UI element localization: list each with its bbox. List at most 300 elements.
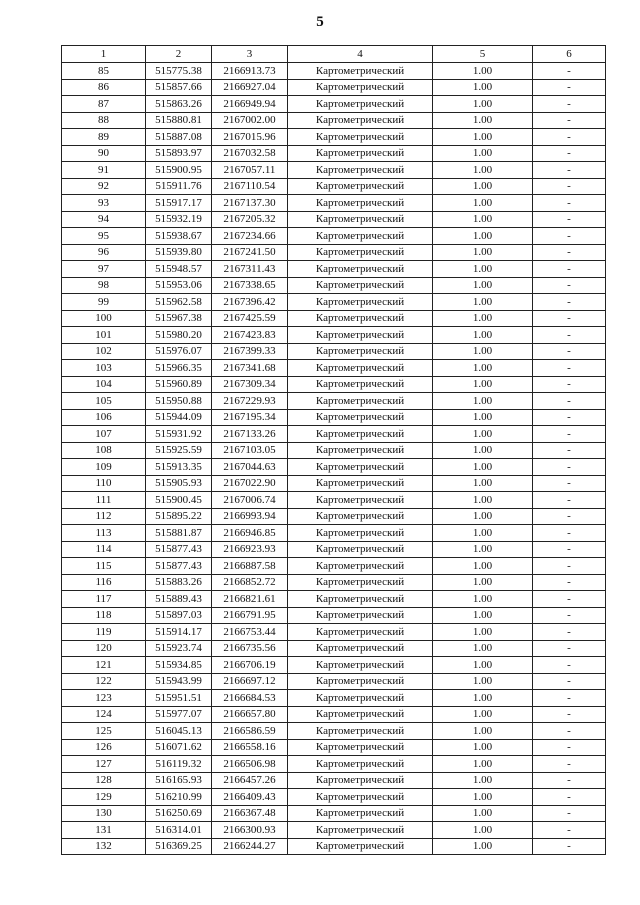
table-row (62, 805, 606, 822)
x-coordinate-cell: 515980.20 (146, 327, 212, 344)
point-number-cell: 101 (62, 327, 146, 344)
method-cell: Картометрический (288, 607, 433, 624)
table-row (62, 178, 606, 195)
method-cell: Картометрический (288, 525, 433, 542)
table-row (62, 211, 606, 228)
table-row (62, 772, 606, 789)
point-number-cell: 85 (62, 63, 146, 80)
y-coordinate-cell: 2167015.96 (212, 129, 288, 146)
method-cell: Картометрический (288, 492, 433, 509)
table-row (62, 838, 606, 855)
y-coordinate-cell: 2167241.50 (212, 244, 288, 261)
point-number-cell: 105 (62, 393, 146, 410)
method-cell: Картометрический (288, 640, 433, 657)
y-coordinate-cell: 2166993.94 (212, 508, 288, 525)
y-coordinate-cell: 2166409.43 (212, 789, 288, 806)
method-cell: Картометрический (288, 574, 433, 591)
point-number-cell: 87 (62, 96, 146, 113)
accuracy-cell: 1.00 (433, 772, 533, 789)
table-row (62, 822, 606, 839)
y-coordinate-cell: 2167229.93 (212, 393, 288, 410)
accuracy-cell: 1.00 (433, 442, 533, 459)
x-coordinate-cell: 515917.17 (146, 195, 212, 212)
x-coordinate-cell: 515897.03 (146, 607, 212, 624)
description-cell: - (533, 327, 606, 344)
table-row (62, 459, 606, 476)
method-cell: Картометрический (288, 343, 433, 360)
y-coordinate-cell: 2166821.61 (212, 591, 288, 608)
y-coordinate-cell: 2166697.12 (212, 673, 288, 690)
description-cell: - (533, 640, 606, 657)
table-row (62, 591, 606, 608)
y-coordinate-cell: 2167022.90 (212, 475, 288, 492)
x-coordinate-cell: 516250.69 (146, 805, 212, 822)
method-cell: Картометрический (288, 558, 433, 575)
method-cell: Картометрический (288, 178, 433, 195)
description-cell: - (533, 525, 606, 542)
x-coordinate-cell: 515877.43 (146, 541, 212, 558)
method-cell: Картометрический (288, 673, 433, 690)
x-coordinate-cell: 515880.81 (146, 112, 212, 129)
x-coordinate-cell: 515943.99 (146, 673, 212, 690)
y-coordinate-cell: 2166300.93 (212, 822, 288, 839)
method-cell: Картометрический (288, 789, 433, 806)
point-number-cell: 113 (62, 525, 146, 542)
description-cell: - (533, 492, 606, 509)
table-row (62, 129, 606, 146)
accuracy-cell: 1.00 (433, 244, 533, 261)
x-coordinate-cell: 515962.58 (146, 294, 212, 311)
accuracy-cell: 1.00 (433, 261, 533, 278)
y-coordinate-cell: 2167032.58 (212, 145, 288, 162)
y-coordinate-cell: 2167396.42 (212, 294, 288, 311)
point-number-cell: 115 (62, 558, 146, 575)
method-cell: Картометрический (288, 822, 433, 839)
method-cell: Картометрический (288, 112, 433, 129)
point-number-cell: 120 (62, 640, 146, 657)
method-cell: Картометрический (288, 162, 433, 179)
point-number-cell: 118 (62, 607, 146, 624)
y-coordinate-cell: 2166949.94 (212, 96, 288, 113)
description-cell: - (533, 574, 606, 591)
point-number-cell: 89 (62, 129, 146, 146)
accuracy-cell: 1.00 (433, 508, 533, 525)
y-coordinate-cell: 2167234.66 (212, 228, 288, 245)
accuracy-cell: 1.00 (433, 838, 533, 855)
table-row (62, 162, 606, 179)
x-coordinate-cell: 515967.38 (146, 310, 212, 327)
x-coordinate-cell: 515883.26 (146, 574, 212, 591)
table-row (62, 657, 606, 674)
y-coordinate-cell: 2167006.74 (212, 492, 288, 509)
point-number-cell: 109 (62, 459, 146, 476)
table-row (62, 360, 606, 377)
method-cell: Картометрический (288, 63, 433, 80)
method-cell: Картометрический (288, 475, 433, 492)
method-cell: Картометрический (288, 739, 433, 756)
method-cell: Картометрический (288, 805, 433, 822)
description-cell: - (533, 756, 606, 773)
method-cell: Картометрический (288, 145, 433, 162)
method-cell: Картометрический (288, 508, 433, 525)
table-row (62, 525, 606, 542)
accuracy-cell: 1.00 (433, 492, 533, 509)
accuracy-cell: 1.00 (433, 129, 533, 146)
description-cell: - (533, 508, 606, 525)
header-row (62, 46, 606, 63)
method-cell: Картометрический (288, 294, 433, 311)
y-coordinate-cell: 2166367.48 (212, 805, 288, 822)
table-row (62, 96, 606, 113)
table-row (62, 607, 606, 624)
x-coordinate-cell: 515931.92 (146, 426, 212, 443)
description-cell: - (533, 195, 606, 212)
x-coordinate-cell: 515887.08 (146, 129, 212, 146)
accuracy-cell: 1.00 (433, 277, 533, 294)
x-coordinate-cell: 515905.93 (146, 475, 212, 492)
point-number-cell: 108 (62, 442, 146, 459)
x-coordinate-cell: 515900.45 (146, 492, 212, 509)
accuracy-cell: 1.00 (433, 310, 533, 327)
point-number-cell: 121 (62, 657, 146, 674)
method-cell: Картометрический (288, 541, 433, 558)
table-row (62, 640, 606, 657)
accuracy-cell: 1.00 (433, 558, 533, 575)
table-row (62, 492, 606, 509)
point-number-cell: 127 (62, 756, 146, 773)
x-coordinate-cell: 515889.43 (146, 591, 212, 608)
accuracy-cell: 1.00 (433, 393, 533, 410)
x-coordinate-cell: 515977.07 (146, 706, 212, 723)
method-cell: Картометрический (288, 327, 433, 344)
method-cell: Картометрический (288, 723, 433, 740)
point-number-cell: 106 (62, 409, 146, 426)
x-coordinate-cell: 515857.66 (146, 79, 212, 96)
accuracy-cell: 1.00 (433, 756, 533, 773)
description-cell: - (533, 459, 606, 476)
table-row (62, 244, 606, 261)
point-number-cell: 94 (62, 211, 146, 228)
table-row (62, 393, 606, 410)
description-cell: - (533, 409, 606, 426)
point-number-cell: 125 (62, 723, 146, 740)
point-number-cell: 90 (62, 145, 146, 162)
description-cell: - (533, 591, 606, 608)
y-coordinate-cell: 2166913.73 (212, 63, 288, 80)
point-number-cell: 92 (62, 178, 146, 195)
description-cell: - (533, 772, 606, 789)
y-coordinate-cell: 2167137.30 (212, 195, 288, 212)
y-coordinate-cell: 2166791.95 (212, 607, 288, 624)
method-cell: Картометрический (288, 129, 433, 146)
method-cell: Картометрический (288, 261, 433, 278)
description-cell: - (533, 211, 606, 228)
description-cell: - (533, 393, 606, 410)
description-cell: - (533, 261, 606, 278)
point-number-cell: 119 (62, 624, 146, 641)
method-cell: Картометрический (288, 393, 433, 410)
page-number: 5 (316, 14, 324, 30)
x-coordinate-cell: 515914.17 (146, 624, 212, 641)
table-row (62, 756, 606, 773)
method-cell: Картометрический (288, 79, 433, 96)
table-row (62, 79, 606, 96)
accuracy-cell: 1.00 (433, 162, 533, 179)
x-coordinate-cell: 515966.35 (146, 360, 212, 377)
method-cell: Картометрический (288, 228, 433, 245)
y-coordinate-cell: 2166457.26 (212, 772, 288, 789)
accuracy-cell: 1.00 (433, 475, 533, 492)
accuracy-cell: 1.00 (433, 409, 533, 426)
coordinates-table (61, 45, 606, 855)
x-coordinate-cell: 515938.67 (146, 228, 212, 245)
description-cell: - (533, 558, 606, 575)
point-number-cell: 104 (62, 376, 146, 393)
description-cell: - (533, 838, 606, 855)
accuracy-cell: 1.00 (433, 360, 533, 377)
point-number-cell: 98 (62, 277, 146, 294)
y-coordinate-cell: 2166244.27 (212, 838, 288, 855)
point-number-cell: 123 (62, 690, 146, 707)
y-coordinate-cell: 2167110.54 (212, 178, 288, 195)
y-coordinate-cell: 2167133.26 (212, 426, 288, 443)
point-number-cell: 131 (62, 822, 146, 839)
x-coordinate-cell: 515953.06 (146, 277, 212, 294)
description-cell: - (533, 739, 606, 756)
y-coordinate-cell: 2166753.44 (212, 624, 288, 641)
table-row (62, 343, 606, 360)
x-coordinate-cell: 515934.85 (146, 657, 212, 674)
description-cell: - (533, 343, 606, 360)
table-row (62, 327, 606, 344)
accuracy-cell: 1.00 (433, 574, 533, 591)
accuracy-cell: 1.00 (433, 63, 533, 80)
table-row (62, 63, 606, 80)
point-number-cell: 100 (62, 310, 146, 327)
column-header-1: 1 (62, 46, 146, 63)
method-cell: Картометрический (288, 310, 433, 327)
method-cell: Картометрический (288, 376, 433, 393)
method-cell: Картометрический (288, 459, 433, 476)
point-number-cell: 132 (62, 838, 146, 855)
method-cell: Картометрический (288, 360, 433, 377)
y-coordinate-cell: 2167341.68 (212, 360, 288, 377)
accuracy-cell: 1.00 (433, 640, 533, 657)
y-coordinate-cell: 2167057.11 (212, 162, 288, 179)
table-row (62, 475, 606, 492)
description-cell: - (533, 442, 606, 459)
accuracy-cell: 1.00 (433, 723, 533, 740)
point-number-cell: 122 (62, 673, 146, 690)
accuracy-cell: 1.00 (433, 805, 533, 822)
y-coordinate-cell: 2166923.93 (212, 541, 288, 558)
point-number-cell: 130 (62, 805, 146, 822)
point-number-cell: 96 (62, 244, 146, 261)
description-cell: - (533, 63, 606, 80)
x-coordinate-cell: 515913.35 (146, 459, 212, 476)
x-coordinate-cell: 515960.89 (146, 376, 212, 393)
point-number-cell: 91 (62, 162, 146, 179)
y-coordinate-cell: 2167425.59 (212, 310, 288, 327)
description-cell: - (533, 145, 606, 162)
table-row (62, 624, 606, 641)
accuracy-cell: 1.00 (433, 607, 533, 624)
method-cell: Картометрический (288, 657, 433, 674)
description-cell: - (533, 376, 606, 393)
table-row (62, 739, 606, 756)
point-number-cell: 128 (62, 772, 146, 789)
method-cell: Картометрический (288, 772, 433, 789)
description-cell: - (533, 624, 606, 641)
x-coordinate-cell: 516210.99 (146, 789, 212, 806)
description-cell: - (533, 178, 606, 195)
x-coordinate-cell: 515911.76 (146, 178, 212, 195)
column-header-4: 4 (288, 46, 433, 63)
x-coordinate-cell: 516045.13 (146, 723, 212, 740)
method-cell: Картометрический (288, 838, 433, 855)
column-header-2: 2 (146, 46, 212, 63)
accuracy-cell: 1.00 (433, 327, 533, 344)
accuracy-cell: 1.00 (433, 789, 533, 806)
method-cell: Картометрический (288, 756, 433, 773)
y-coordinate-cell: 2166927.04 (212, 79, 288, 96)
description-cell: - (533, 294, 606, 311)
table-row (62, 508, 606, 525)
description-cell: - (533, 690, 606, 707)
accuracy-cell: 1.00 (433, 211, 533, 228)
table-row (62, 261, 606, 278)
method-cell: Картометрический (288, 244, 433, 261)
description-cell: - (533, 607, 606, 624)
table-row (62, 706, 606, 723)
y-coordinate-cell: 2167205.32 (212, 211, 288, 228)
y-coordinate-cell: 2166706.19 (212, 657, 288, 674)
method-cell: Картометрический (288, 426, 433, 443)
x-coordinate-cell: 515932.19 (146, 211, 212, 228)
description-cell: - (533, 310, 606, 327)
point-number-cell: 129 (62, 789, 146, 806)
description-cell: - (533, 475, 606, 492)
method-cell: Картометрический (288, 624, 433, 641)
method-cell: Картометрический (288, 409, 433, 426)
x-coordinate-cell: 515925.59 (146, 442, 212, 459)
x-coordinate-cell: 515976.07 (146, 343, 212, 360)
y-coordinate-cell: 2167311.43 (212, 261, 288, 278)
table-row (62, 277, 606, 294)
table-row (62, 442, 606, 459)
table-row (62, 723, 606, 740)
x-coordinate-cell: 515895.22 (146, 508, 212, 525)
description-cell: - (533, 277, 606, 294)
description-cell: - (533, 129, 606, 146)
description-cell: - (533, 162, 606, 179)
description-cell: - (533, 79, 606, 96)
accuracy-cell: 1.00 (433, 112, 533, 129)
column-header-3: 3 (212, 46, 288, 63)
y-coordinate-cell: 2166852.72 (212, 574, 288, 591)
table-row (62, 112, 606, 129)
description-cell: - (533, 657, 606, 674)
y-coordinate-cell: 2166946.85 (212, 525, 288, 542)
accuracy-cell: 1.00 (433, 459, 533, 476)
y-coordinate-cell: 2166506.98 (212, 756, 288, 773)
description-cell: - (533, 96, 606, 113)
accuracy-cell: 1.00 (433, 657, 533, 674)
y-coordinate-cell: 2166586.59 (212, 723, 288, 740)
point-number-cell: 99 (62, 294, 146, 311)
y-coordinate-cell: 2167044.63 (212, 459, 288, 476)
description-cell: - (533, 360, 606, 377)
point-number-cell: 116 (62, 574, 146, 591)
y-coordinate-cell: 2166558.16 (212, 739, 288, 756)
accuracy-cell: 1.00 (433, 690, 533, 707)
y-coordinate-cell: 2166887.58 (212, 558, 288, 575)
x-coordinate-cell: 515948.57 (146, 261, 212, 278)
x-coordinate-cell: 516369.25 (146, 838, 212, 855)
description-cell: - (533, 822, 606, 839)
point-number-cell: 117 (62, 591, 146, 608)
table-row (62, 195, 606, 212)
accuracy-cell: 1.00 (433, 822, 533, 839)
table-header (62, 46, 606, 63)
table-row (62, 310, 606, 327)
y-coordinate-cell: 2167338.65 (212, 277, 288, 294)
point-number-cell: 102 (62, 343, 146, 360)
point-number-cell: 86 (62, 79, 146, 96)
table-row (62, 376, 606, 393)
table-row (62, 690, 606, 707)
point-number-cell: 95 (62, 228, 146, 245)
point-number-cell: 124 (62, 706, 146, 723)
description-cell: - (533, 723, 606, 740)
column-header-5: 5 (433, 46, 533, 63)
table-row (62, 228, 606, 245)
table-row (62, 673, 606, 690)
description-cell: - (533, 244, 606, 261)
point-number-cell: 88 (62, 112, 146, 129)
x-coordinate-cell: 515877.43 (146, 558, 212, 575)
accuracy-cell: 1.00 (433, 624, 533, 641)
table-row (62, 789, 606, 806)
accuracy-cell: 1.00 (433, 343, 533, 360)
accuracy-cell: 1.00 (433, 739, 533, 756)
x-coordinate-cell: 515923.74 (146, 640, 212, 657)
x-coordinate-cell: 515950.88 (146, 393, 212, 410)
accuracy-cell: 1.00 (433, 79, 533, 96)
table-row (62, 409, 606, 426)
point-number-cell: 110 (62, 475, 146, 492)
accuracy-cell: 1.00 (433, 195, 533, 212)
description-cell: - (533, 706, 606, 723)
x-coordinate-cell: 516314.01 (146, 822, 212, 839)
point-number-cell: 103 (62, 360, 146, 377)
description-cell: - (533, 541, 606, 558)
accuracy-cell: 1.00 (433, 228, 533, 245)
method-cell: Картометрический (288, 706, 433, 723)
x-coordinate-cell: 515900.95 (146, 162, 212, 179)
point-number-cell: 97 (62, 261, 146, 278)
point-number-cell: 126 (62, 739, 146, 756)
accuracy-cell: 1.00 (433, 591, 533, 608)
x-coordinate-cell: 515939.80 (146, 244, 212, 261)
y-coordinate-cell: 2166684.53 (212, 690, 288, 707)
table-row (62, 426, 606, 443)
table-row (62, 145, 606, 162)
description-cell: - (533, 112, 606, 129)
point-number-cell: 111 (62, 492, 146, 509)
x-coordinate-cell: 516071.62 (146, 739, 212, 756)
description-cell: - (533, 228, 606, 245)
